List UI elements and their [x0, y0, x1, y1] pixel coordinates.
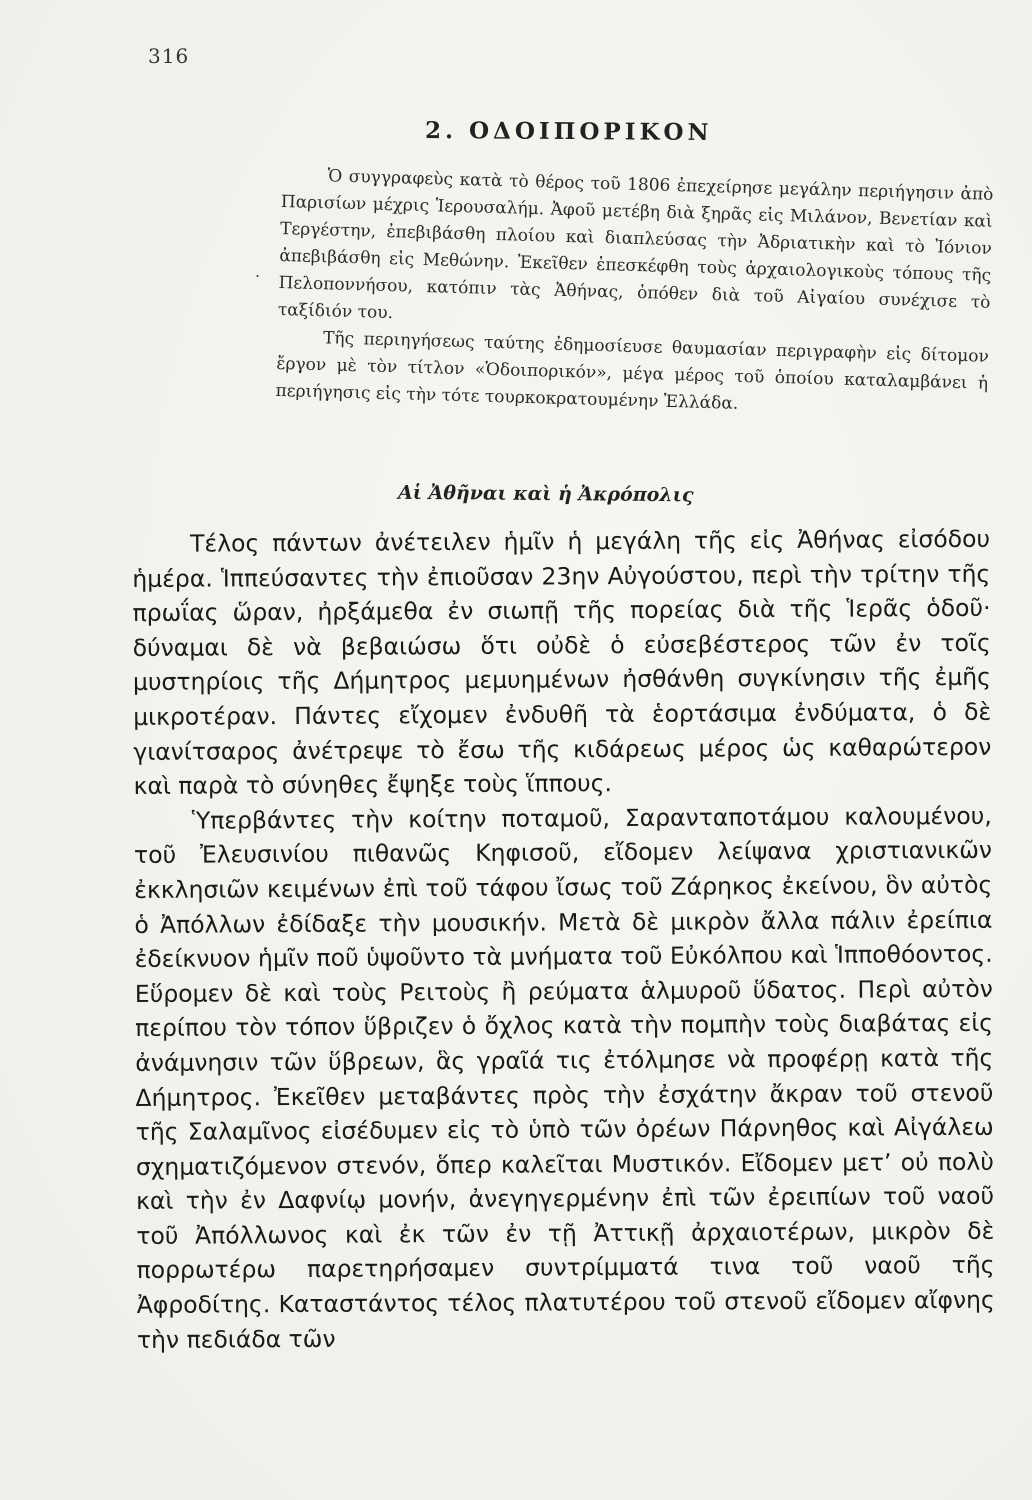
body-paragraph: Ὑπερβάντες τὴν κοίτην ποταμοῦ, Σαρανταποτάμου καλουμένου, τοῦ Ἐλευσινίου πιθανῶς Κηφισοῦ, εἴδομεν λείψανα χριστιανικῶν ἐκκλησιῶν κειμένων ἐπὶ τοῦ τάφου ἴσως τοῦ Ζάρηκος ἐκείνου, ὃν αὐτὸς ὁ Ἀπόλλων ἐδίδαξε τὴν μουσικήν. Μετὰ δὲ μικρὸν ἄλλα πάλιν ἐρείπια ἐδείκνυον ἡμῖν ποῦ ὑψοῦντο τὰ μνήματα τοῦ Εὐκόλπου καὶ Ἱπποθόοντος. Εὕρομεν δὲ καὶ τοὺς Ρειτοὺς ἢ ρεύματα ἁλμυροῦ ὕδατος. Περὶ αὐτὸν περίπου τὸν τόπον ὕβριζεν ὁ ὄχλος κατὰ τὴν πομπὴν τοὺς διαβάτας εἰς ἀνάμνησιν τῶν ὕβρεων, ἃς γραῖά τις ἐτόλμησε νὰ προφέρῃ κατὰ τῆς Δήμητρος. Ἐκεῖθεν μεταβάντες πρὸς τὴν ἐσχάτην ἄκραν τοῦ στενοῦ τῆς Σαλαμῖνος εἰσέδυμεν εἰς τὸ ὑπὸ τῶν ὀρέων Πάρνηθος καὶ Αἰγάλεω σχηματιζόμενον στενόν, ὅπερ καλεῖται Μυστικόν. Εἴδομεν μετ’ οὐ πολὺ καὶ τὴν ἐν Δαφνίῳ μονήν, ἀνεγηγερμένην ἐπὶ τῶν ἐρειπίων τοῦ ναοῦ τοῦ Ἀπόλλωνος καὶ ἐκ τῶν ἐν τῇ Ἀττικῇ ἀρχαιοτέρων, μικρὸν δὲ πορρωτέρω παρετηρήσαμεν συντρίμματά τινα τοῦ ναοῦ τῆς Ἀφροδίτης. Καταστάντος τέλος πλατυτέρου τοῦ στενοῦ εἴδομεν αἴφνης τὴν πεδιάδα τῶν [133, 801, 995, 1354]
intro-paragraph: Τῆς περιηγήσεως ταύτης ἐδημοσίευσε θαυμασίαν περιγραφὴν εἰς δίτομον ἔργον μὲ τὸν τίτλον «Ὁδοιπορικόν», μέγα μέρος τοῦ ὁποίου καταλαμβάνει ἡ περιήγησις εἰς τὴν τότε τουρκοκρατουμένην Ἑλλάδα. [275, 328, 990, 414]
section-heading: Αἱ Ἀθῆναι καὶ ἡ Ἀκρόπολις [397, 481, 694, 507]
body-text [132, 522, 995, 1357]
body-paragraph: Τέλος πάντων ἀνέτειλεν ἡμῖν ἡ μεγάλη τῆς εἰς Ἀθήνας εἰσόδου ἡμέρα. Ἱππεύσαντες τὴν ἐπιοῦσαν 23ην Αὐγούστου, περὶ τὴν τρίτην τῆς πρωΐας ὥραν, ἠρξάμεθα ἐν σιωπῇ τῆς πορείας διὰ τῆς Ἱερᾶς ὁδοῦ· δύναμαι δὲ νὰ βεβαιώσω ὅτι οὐδὲ ὁ εὐσεβέστερος τῶν ἐν τοῖς μυστηρίοις τῆς Δήμητρος μεμυημένων ἠσθάνθη συγκίνησιν τῆς ἐμῆς μικροτέραν. Πάντες εἴχομεν ἐνδυθῆ τὰ ἑορτάσιμα ἐνδύματα, ὁ δὲ γιανίτσαρος ἀνέτρεψε τὸ ἔσω τῆς κιδάρεως μέρος ὡς καθαρώτερον καὶ παρὰ τὸ σύνηθες ἔψηξε τοὺς ἵππους. [132, 524, 992, 801]
page-number: 316 [148, 44, 190, 68]
margin-mark: . [255, 262, 261, 281]
chapter-title: 2. ΟΔΟΙΠΟΡΙΚΟΝ [424, 116, 713, 147]
intro-note [275, 162, 994, 425]
intro-paragraph: Ὁ συγγραφεὺς κατὰ τὸ θέρος τοῦ 1806 ἐπεχείρησε μεγάλην περιήγησιν ἀπὸ Παρισίων μέχρις Ἱερουσαλήμ. Ἀφοῦ μετέβη διὰ ξηρᾶς εἰς Μιλάνον, Βενετίαν καὶ Τεργέστην, ἐπεβιβάσθη πλοίου καὶ διαπλεύσας τὴν Ἀδριατικὴν καὶ τὸ Ἰόνιον ἀπεβιβάσθη εἰς Μεθώνην. Ἐκεῖθεν ἐπεσκέφθη τοὺς ἀρχαιολογικοὺς τόπους τῆς Πελοποννήσου, κατόπιν τὰς Ἀθήνας, ὁπόθεν διὰ τοῦ Αἰγαίου συνέχισε τὸ ταξίδιόν του. [277, 166, 994, 324]
